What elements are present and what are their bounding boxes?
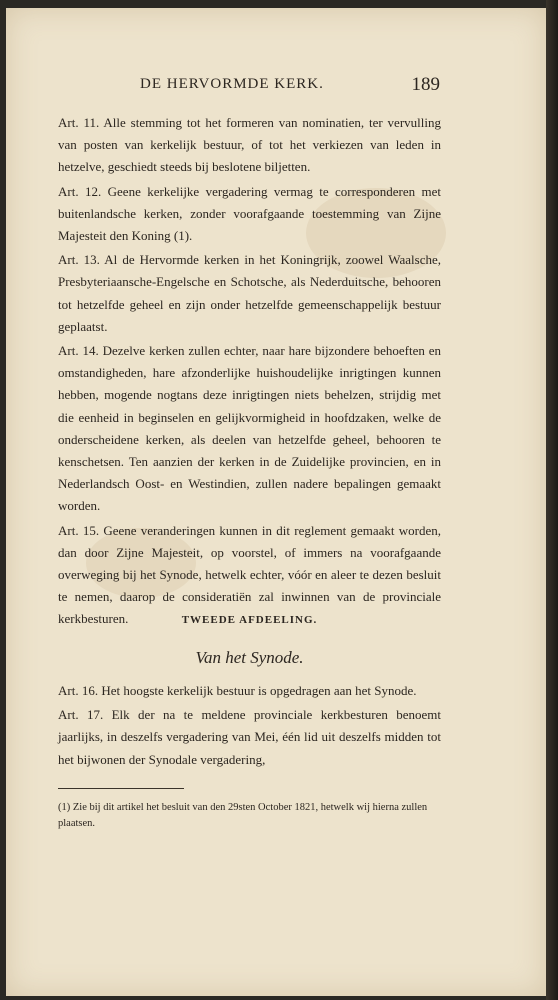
article-label: Art. 14.: [58, 343, 99, 359]
article-text: Alle stemming tot het formeren van nominatien, ter vervulling van posten van kerkelijk bestuur, of tot het verkiezen van leden in hetzelve, geschiedt steeds bij beslotene biljetten.: [58, 115, 441, 175]
page-number: 189: [411, 74, 440, 95]
section-subheading: Van het Synode.: [195, 648, 304, 667]
articles-bottom: [58, 680, 441, 773]
article-14: [58, 340, 441, 518]
article-12: [58, 181, 441, 248]
article-text: Elk der na te meldene provinciale kerkbesturen benoemt jaarlijks, in deszelfs vergadering van Mei, één lid uit deszelfs midden tot het bijwonen der Synodale vergadering,: [58, 707, 441, 767]
article-text: Dezelve kerken zullen echter, naar hare bijzondere behoeften en omstandigheden, hare afzonderlijke huishoudelijke inrigtingen kunnen hebben, mogende nogtans deze inrigtingen niets behelzen, strijdig met die eenheid in beginselen en gelijkvormigheid in hoofdzaken, welke de onderscheidene kerken, als deelen van hetzelfde geheel, behooren te kenschetsen. Ten aanzien der kerken in de Zuidelijke provincien, en in Nederlandsch Oost- en Westindien, zullen nadere bepalingen gemaakt worden.: [58, 343, 441, 514]
article-text: Geene veranderingen kunnen in dit reglement gemaakt worden, dan door Zijne Majesteit, op voorstel, of immers na voorafgaande overweging bij het Synode, hetwelk echter, vóór en aleer te dezen besluit te nemen, daarop de consideratiën zal inwinnen van de provinciale kerkbesturen.: [58, 522, 441, 627]
article-13: [58, 249, 441, 338]
article-text: Het hoogste kerkelijk bestuur is opgedragen aan het Synode.: [101, 683, 417, 698]
article-label: Art. 15.: [58, 522, 100, 538]
footnote-divider: [58, 788, 184, 789]
article-label: Art. 11.: [58, 115, 100, 130]
page-header: [140, 74, 440, 98]
article-text: Al de Hervormde kerken in het Koningrijk, zoowel Waalsche, Presbyteriaansche-Engelsche en Schotsche, als Nederduitsche, behooren tot hetzelfde geheel en zijn onder hetzelfde gemeenschappelijk bestuur geplaatst.: [58, 252, 441, 334]
article-text: Geene kerkelijke vergadering vermag te corresponderen met buitenlandsche kerken, zonder voorafgaande toestemming van Zijne Majesteit den Koning (1).: [58, 183, 441, 244]
article-16: [58, 680, 441, 702]
article-label: Art. 17.: [58, 707, 104, 723]
article-17: [58, 704, 441, 771]
article-11: [58, 112, 441, 179]
book-edge: [546, 0, 558, 1000]
articles-top: [58, 112, 441, 633]
book-page: [6, 8, 546, 996]
running-title: DE HERVORMDE KERK.: [140, 76, 324, 92]
article-label: Art. 13.: [58, 252, 100, 268]
article-label: Art. 12.: [58, 183, 102, 199]
footnote: (1) Zie bij dit artikel het besluit van den 29sten October 1821, hetwelk wij hierna zullen plaatsen.: [58, 802, 428, 829]
section-heading: TWEEDE AFDEELING.: [181, 614, 318, 626]
article-label: Art. 16.: [58, 683, 99, 698]
